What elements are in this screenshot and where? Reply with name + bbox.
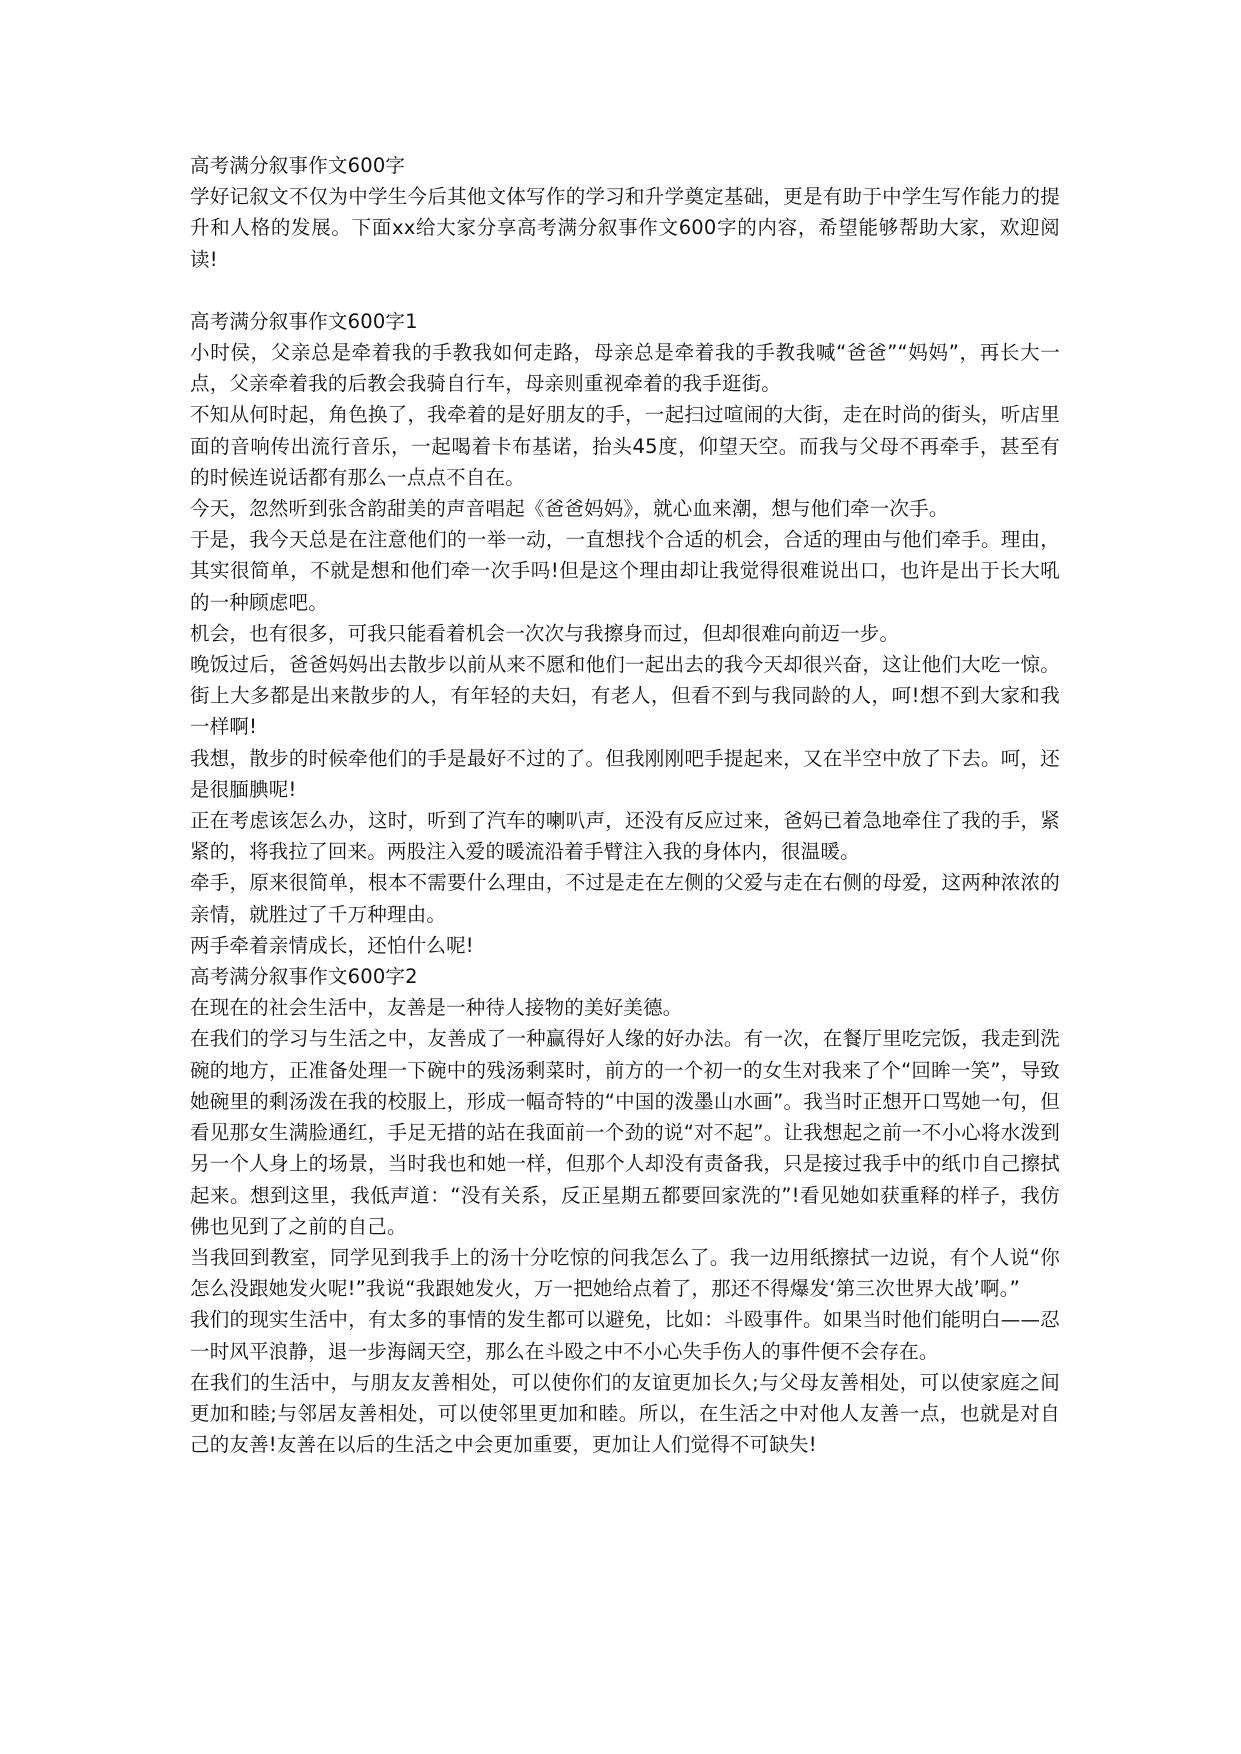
- essay-1-paragraph: 我想，散步的时候牵他们的手是最好不过的了。但我刚刚吧手提起来，又在半空中放了下去。呵，还是很腼腆呢!: [190, 746, 1060, 801]
- essay-1-paragraph: 牵手，原来很简单，根本不需要什么理由，不过是走在左侧的父爱与走在右侧的母爱，这两种浓浓的亲情，就胜过了千万种理由。: [190, 871, 1060, 926]
- essay-2-heading: 高考满分叙事作文600字2: [190, 965, 418, 989]
- essay-2-paragraph: 当我回到教室，同学见到我手上的汤十分吃惊的问我怎么了。我一边用纸擦拭一边说，有个人说“你怎么没跟她发火呢!”我说“我跟她发火，万一把她给点着了，那还不得爆发‘第三次世界大战’啊。”: [190, 1245, 1060, 1301]
- essay-2-paragraph: 在我们的学习与生活之中，友善成了一种赢得好人缘的好办法。有一次，在餐厅里吃完饭，我走到洗碗的地方，正准备处理一下碗中的残汤剩菜时，前方的一个初一的女生对我来了个“回眸一笑”，导致她碗里的剩汤泼在我的校服上，形成一幅奇特的“中国的泼墨山水画”。我当时正想开口骂她一句，但看见那女生满脸通红，手足无措的站在我面前一个劲的说“对不起”。让我想起之前一不小心将水泼到另一个人身上的场景，当时我也和她一样，但那个人却没有责备我，只是接过我手中的纸巾自己擦拭起来。想到这里，我低声道：“没有关系，反正星期五都要回家洗的”!看见她如获重释的样子，我仿佛也见到了之前的自己。: [190, 1027, 1060, 1238]
- document-page: [190, 150, 1060, 1460]
- essay-1-paragraph: 两手牵着亲情成长，还怕什么呢!: [190, 933, 474, 957]
- essay-1-paragraph: 于是，我今天总是在注意他们的一举一动，一直想找个合适的机会，合适的理由与他们牵手。理由，其实很简单，不就是想和他们牵一次手吗!但是这个理由却让我觉得很难说出口，也许是出于长大吼的一种顾虑吧。: [190, 528, 1060, 614]
- essay-2-paragraph: 在我们的生活中，与朋友友善相处，可以使你们的友谊更加长久;与父母友善相处，可以使家庭之间更加和睦;与邻居友善相处，可以使邻里更加和睦。所以，在生活之中对他人友善一点，也就是对自己的友善!友善在以后的生活之中会更加重要，更加让人们觉得不可缺失!: [190, 1370, 1060, 1457]
- essay-1-paragraph: 机会，也有很多，可我只能看着机会一次次与我擦身而过，但却很难向前迈一步。: [190, 621, 900, 645]
- paragraph-spacer: [190, 275, 1060, 306]
- essay-1-paragraph: 不知从何时起，角色换了，我牵着的是好朋友的手，一起扫过喧闹的大街，走在时尚的街头，听店里面的音响传出流行音乐，一起喝着卡布基诺，抬头45度，仰望天空。而我与父母不再牵手，甚至有的时候连说话都有那么一点点不自在。: [190, 403, 1060, 489]
- essay-1-paragraph: 今天，忽然听到张含韵甜美的声音唱起《爸爸妈妈》，就心血来潮，想与他们牵一次手。: [190, 497, 949, 521]
- essay-1-paragraph: 晚饭过后，爸爸妈妈出去散步以前从来不愿和他们一起出去的我今天却很兴奋，这让他们大吃一惊。街上大多都是出来散步的人，有年轻的夫妇，有老人，但看不到与我同龄的人，呵!想不到大家和我一样啊!: [190, 653, 1060, 739]
- essay-1-paragraph: 正在考虑该怎么办，这时，听到了汽车的喇叭声，还没有反应过来，爸妈已着急地牵住了我的手，紧紧的，将我拉了回来。两股注入爱的暖流沿着手臂注入我的身体内，很温暖。: [190, 809, 1060, 864]
- essay-2-paragraph: 在现在的社会生活中，友善是一种待人接物的美好美德。: [190, 996, 683, 1020]
- essay-1-heading: 高考满分叙事作文600字1: [190, 309, 418, 333]
- essay-2-paragraph: 我们的现实生活中，有太多的事情的发生都可以避免，比如：斗殴事件。如果当时他们能明白——忍一时风平浪静，退一步海阔天空，那么在斗殴之中不小心失手伤人的事件便不会存在。: [190, 1308, 1060, 1363]
- document-title: 高考满分叙事作文600字: [190, 154, 406, 177]
- intro-paragraph: 学好记叙文不仅为中学生今后其他文体写作的学习和升学奠定基础，更是有助于中学生写作能力的提升和人格的发展。下面xx给大家分享高考满分叙事作文600字的内容，希望能够帮助大家，欢迎阅读!: [190, 185, 1060, 271]
- essay-1-paragraph: 小时侯，父亲总是牵着我的手教我如何走路，母亲总是牵着我的手教我喊“爸爸”“妈妈”，再长大一点，父亲牵着我的后教会我骑自行车，母亲则重视牵着的我手逛街。: [190, 341, 1060, 396]
